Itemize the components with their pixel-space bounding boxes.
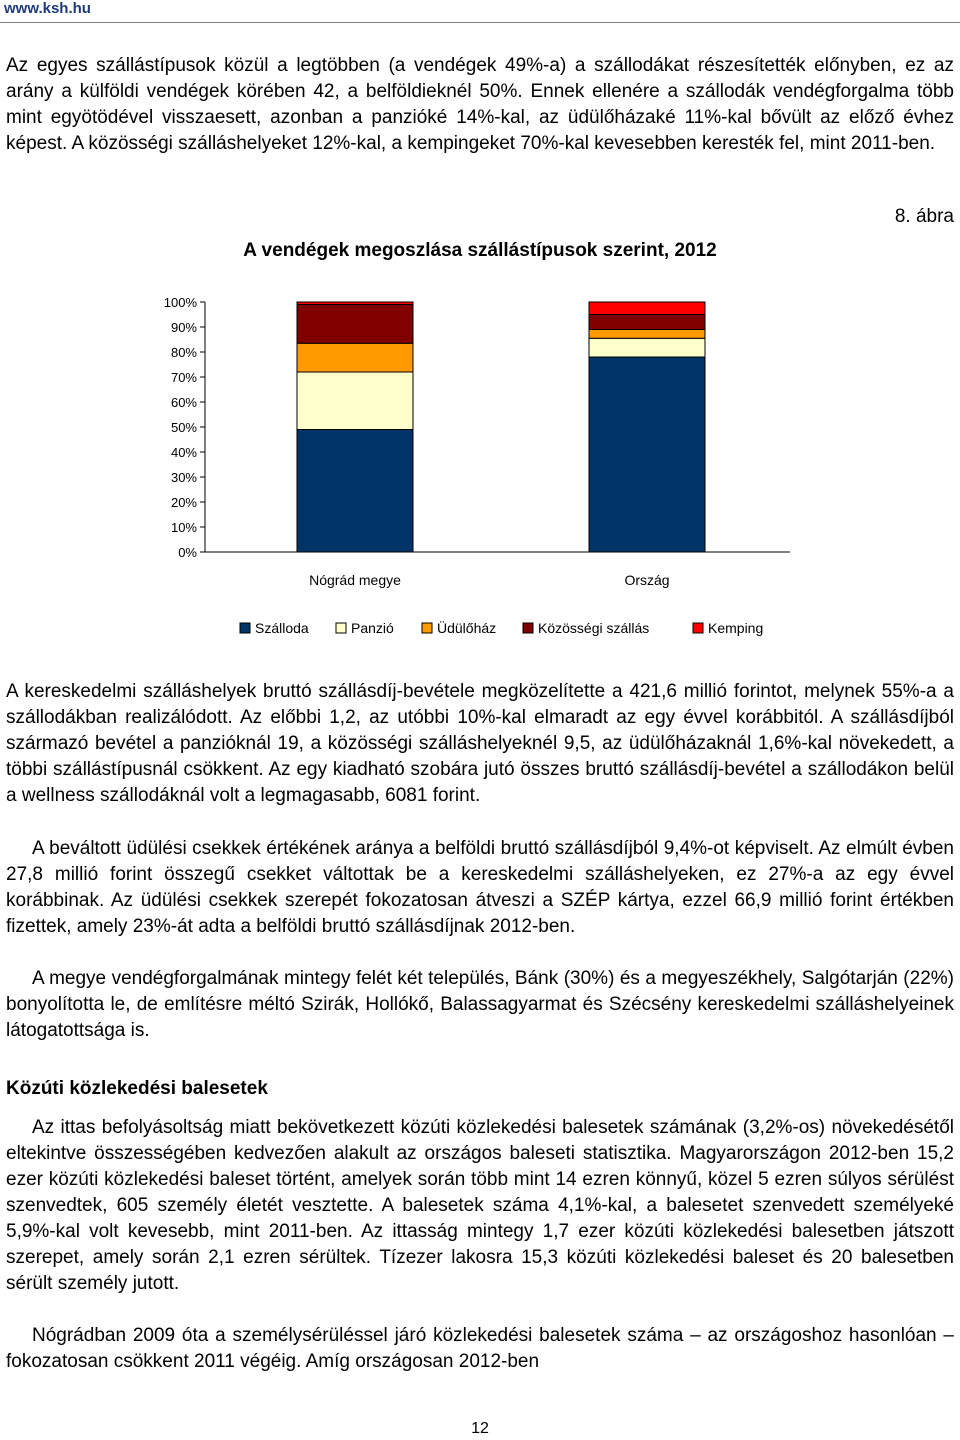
y-tick-label: 50%: [170, 420, 197, 435]
page-number: 12: [471, 1420, 489, 1437]
y-tick-label: 90%: [170, 320, 197, 335]
site-url[interactable]: www.ksh.hu: [4, 0, 91, 17]
bar-segment: [589, 338, 705, 357]
bar-segment: [589, 330, 705, 339]
figure-number: 8. ábra: [894, 206, 954, 227]
y-tick-label: 40%: [170, 445, 197, 460]
legend-swatch: [336, 623, 346, 633]
legend-label: Közösségi szállás: [538, 620, 650, 636]
stacked-bar-chart: [0, 285, 960, 675]
y-tick-label: 60%: [170, 395, 197, 410]
section-heading: Közúti közlekedési balesetek: [6, 1078, 268, 1099]
bar-segment: [589, 315, 705, 330]
y-tick-label: 10%: [170, 520, 197, 535]
paragraph-county-traffic: A megye vendégforgalmának mintegy felét két település, Bánk (30%) és a megyeszékhely, Salgótarján (22%) bonyolította le, de említésre méltó Szirák, Hollókő, Balassagyarmat és Szécsény kereskedelmi szálláshelyeinek látogatottsága is.: [6, 968, 954, 1041]
y-tick-label: 0%: [178, 545, 197, 560]
legend-swatch: [523, 623, 533, 633]
bar-segment: [589, 357, 705, 552]
y-tick-label: 30%: [170, 470, 197, 485]
bar-segment: [297, 305, 413, 344]
y-tick-label: 70%: [170, 370, 197, 385]
paragraph-road-accidents: Az ittas befolyásoltság miatt bekövetkezett közúti közlekedési balesetek számának (3,2%-os) növekedésétől eltekintve összességében kedvezően alakult az országos baleseti statisztika. Magyarországon 2012-ben 15,2 ezer közúti közlekedési baleset történt, amelyek során több mint 14 ezren könnyű, közel 5 ezren súlyos sérülést szenvedtek, 605 személy életét vesztette. A balesetek száma 4,1%-kal, a balesetet szenvedett személyeké 5,9%-kal volt kevesebb, mint 2011-ben. Az ittasság mintegy 1,7 ezer közúti közlekedési balesetben játszott szerepet, amely során 2,1 ezren sérültek. Tízezer lakosra 15,3 közúti közlekedési baleset és 20 balesetben sérült személy jutott.: [6, 1117, 954, 1294]
legend-label: Szálloda: [255, 620, 309, 636]
y-tick-label: 100%: [163, 295, 197, 310]
legend-swatch: [693, 623, 703, 633]
legend-label: Üdülőház: [437, 620, 497, 636]
paragraph-accommodation-types: Az egyes szállástípusok közül a legtöbben (a vendégek 49%-a) a szállodákat részesítették előnyben, ez az arány a külföldi vendégek körében 42, a belföldieknél 50%. Ennek ellenére a szállodák vendégforgalma több mint egyötödével visszaesett, azonban a panzióké 14%-kal, az üdülőházaké 11%-kal bővült az előző évhez képest. A közösségi szálláshelyeket 12%-kal, a kempingeket 70%-kal kevesebben keresték fel, mint 2011-ben.: [6, 55, 954, 154]
bar-segment: [297, 302, 413, 305]
y-tick-label: 20%: [170, 495, 197, 510]
paragraph-nograd-accidents: Nógrádban 2009 óta a személysérüléssel járó közlekedési balesetek száma – az országoshoz hasonlóan – fokozatosan csökkent 2011 végéig. Amíg országosan 2012-ben: [6, 1325, 954, 1372]
legend-label: Kemping: [708, 620, 764, 636]
y-tick-label: 80%: [170, 345, 197, 360]
x-category-label: Nógrád megye: [309, 572, 401, 588]
bar-segment: [297, 430, 413, 553]
bar-segment: [589, 302, 705, 315]
chart-title: A vendégek megoszlása szállástípusok szerint, 2012: [243, 240, 717, 261]
legend-label: Panzió: [351, 620, 394, 636]
paragraph-revenue: A kereskedelmi szálláshelyek bruttó szállásdíj-bevétele megközelítette a 421,6 millió forintot, melynek 55%-a a szállodákban realizálódott. Az előbbi 1,2, az utóbbi 10%-kal elmaradt az egy évvel korábbitól. A szállásdíjból származó bevétel a panzióknál 19, a közösségi szálláshelyeknél 9,5, az üdülőházaknál 1,6%-kal növekedett, a többi szállástípusnál csökkent. Az egy kiadható szobára jutó összes bruttó szállásdíj-bevétel a szállodákon belül a wellness szállodáknál volt a legmagasabb, 6081 forint.: [6, 681, 954, 806]
legend-swatch: [240, 623, 250, 633]
header-divider: [0, 22, 960, 23]
bar-segment: [297, 372, 413, 430]
bar-segment: [297, 343, 413, 372]
x-category-label: Ország: [624, 572, 670, 588]
legend-swatch: [422, 623, 432, 633]
paragraph-holiday-vouchers: A beváltott üdülési csekkek értékének aránya a belföldi bruttó szállásdíjból 9,4%-ot képviselt. Az elmúlt évben 27,8 millió forint összegű csekket váltottak be a kereskedelmi szálláshelyeken, ez 27%-a az egy évvel korábbinak. Az üdülési csekkek szerepét fokozatosan átveszi a SZÉP kártya, ezzel 66,9 millió forint értékben fizettek, amely 23%-át adta a belföldi bruttó szállásdíjnak 2012-ben.: [6, 838, 954, 937]
